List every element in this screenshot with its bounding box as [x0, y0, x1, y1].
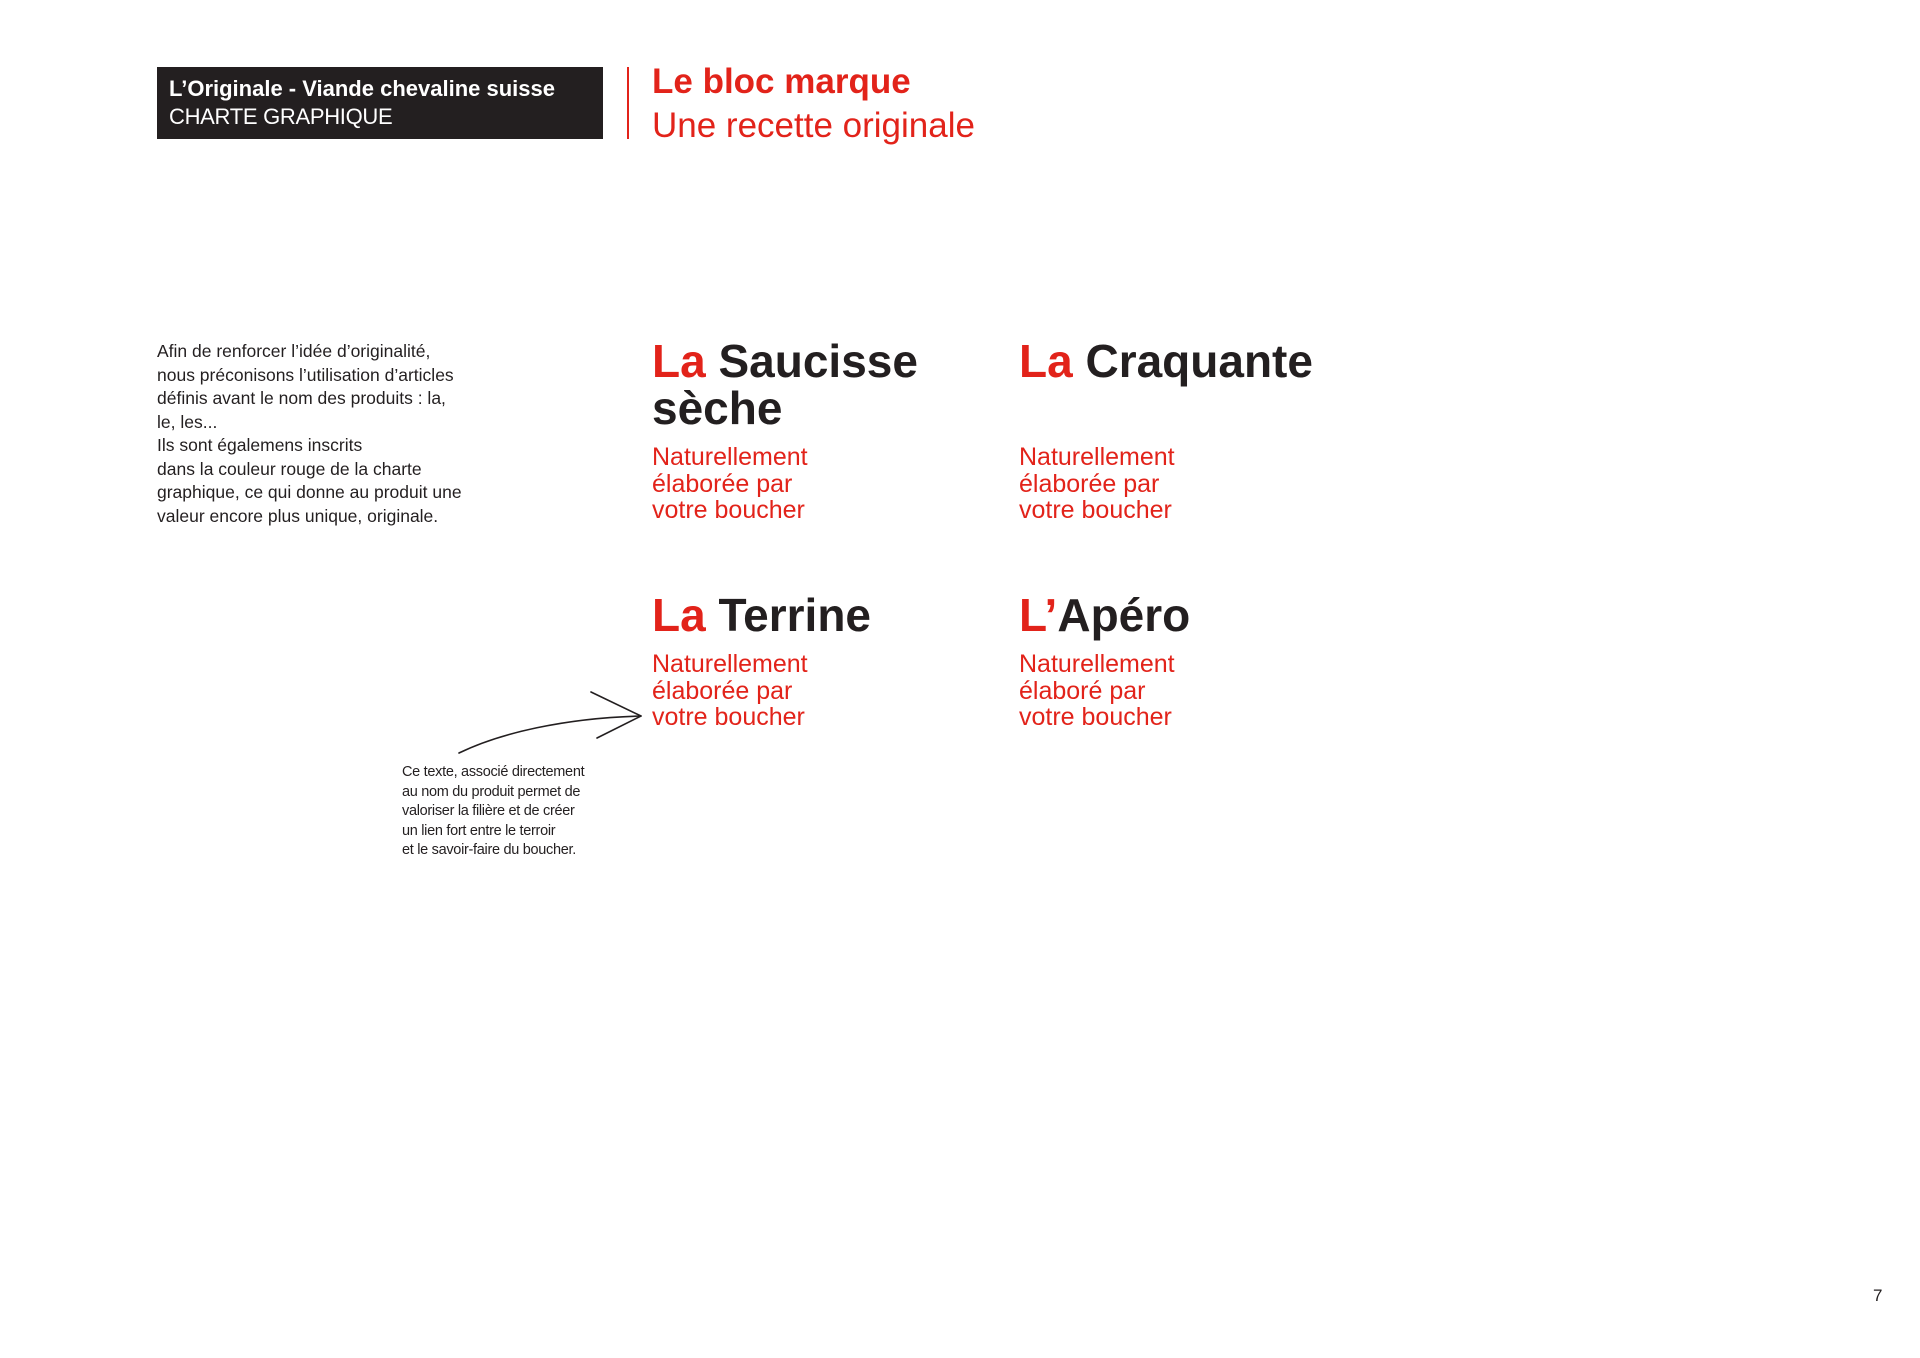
intro-line: valeur encore plus unique, originale.	[157, 505, 439, 526]
product-tagline	[652, 651, 992, 731]
note-line: et le savoir-faire du boucher.	[402, 842, 576, 858]
product-name-text: Terrine	[705, 589, 871, 641]
note-line: valoriser la filière et de créer	[402, 803, 575, 819]
document-subtitle: CHARTE GRAPHIQUE	[169, 104, 393, 129]
note-line: Ce texte, associé directement	[402, 764, 585, 780]
product-name	[1019, 335, 1359, 387]
intro-paragraph	[157, 340, 517, 528]
product-block-saucisse	[652, 335, 992, 524]
product-article: La	[652, 589, 706, 641]
intro-line: nous préconisons l’utilisation d’articles	[157, 364, 454, 385]
tagline-line: élaborée par	[1019, 469, 1160, 498]
intro-line: graphique, ce qui donne au produit une	[157, 482, 462, 502]
section-heading	[652, 60, 975, 148]
product-name	[652, 335, 992, 434]
product-tagline	[1019, 444, 1359, 524]
tagline-line: votre boucher	[652, 703, 805, 731]
note-line: un lien fort entre le terroir	[402, 822, 556, 839]
product-tagline	[1019, 651, 1359, 731]
header-divider	[627, 67, 629, 139]
product-name	[1019, 589, 1359, 641]
document-header	[157, 67, 603, 139]
tagline-line: élaboré par	[1019, 676, 1146, 705]
tagline-line: Naturellement	[1019, 650, 1175, 678]
tagline-line: élaborée par	[652, 676, 793, 705]
tagline-line: Naturellement	[652, 650, 808, 678]
tagline-line: élaborée par	[652, 469, 793, 498]
arrow-icon	[455, 688, 650, 758]
product-name-text: Apéro	[1057, 589, 1191, 641]
product-block-craquante	[1019, 335, 1359, 524]
product-article: La	[652, 335, 706, 387]
brand-name: L’Originale - Viande chevaline suisse	[169, 76, 555, 101]
product-article: La	[1019, 335, 1073, 387]
product-name	[652, 589, 992, 641]
section-subtitle: Une recette originale	[652, 106, 975, 145]
intro-line: Afin de renforcer l’idée d’originalité,	[157, 341, 431, 361]
intro-line: définis avant le nom des produits : la,	[157, 388, 446, 408]
product-name-text: Saucisse	[705, 335, 918, 387]
product-block-terrine	[652, 589, 992, 731]
product-tagline	[652, 444, 992, 524]
product-article: L’	[1019, 589, 1058, 641]
intro-line: Ils sont égalemens inscrits	[157, 435, 363, 455]
tagline-line: votre boucher	[1019, 703, 1172, 731]
tagline-line: Naturellement	[652, 443, 808, 471]
section-title: Le bloc marque	[652, 62, 911, 101]
intro-line: dans la couleur rouge de la charte	[157, 458, 422, 479]
annotation-note	[402, 763, 584, 861]
intro-line: le, les...	[157, 411, 218, 432]
note-line: au nom du produit permet de	[402, 783, 581, 800]
product-name-text-line2: sèche	[652, 382, 783, 434]
tagline-line: Naturellement	[1019, 443, 1175, 471]
page-number: 7	[1873, 1286, 1883, 1305]
product-name-text: Craquante	[1072, 335, 1313, 387]
tagline-line: votre boucher	[652, 496, 805, 524]
tagline-line: votre boucher	[1019, 496, 1172, 524]
product-block-apero	[1019, 589, 1359, 731]
